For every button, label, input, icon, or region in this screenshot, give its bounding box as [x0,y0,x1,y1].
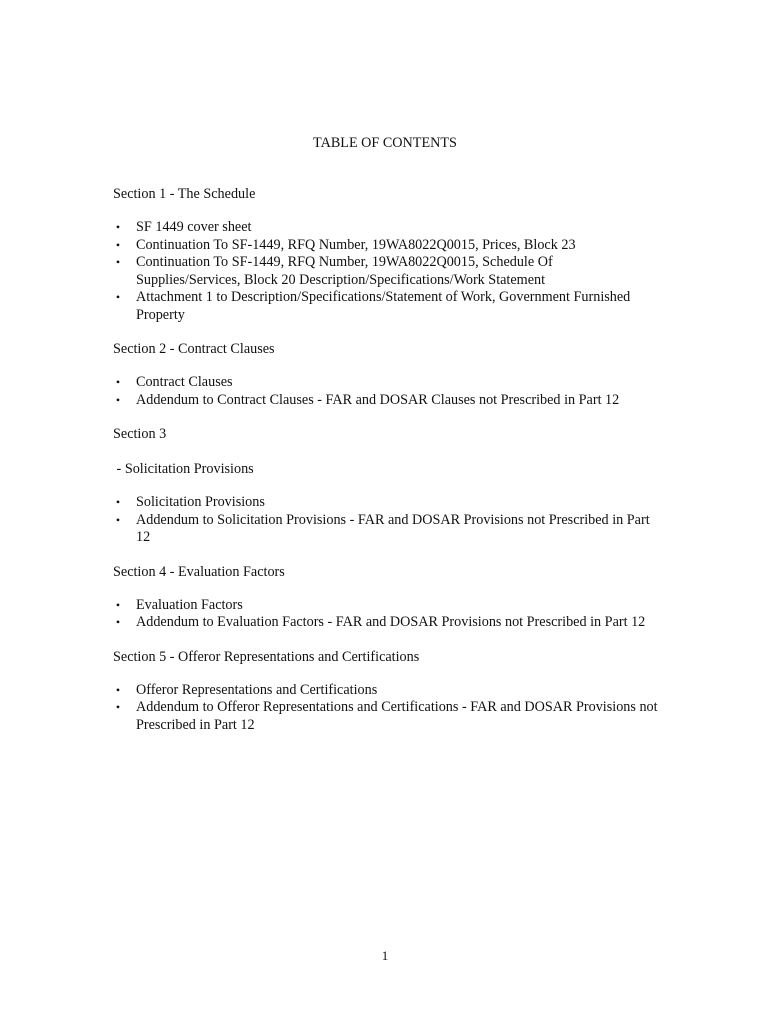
list-item [113,254,658,289]
bullet-icon: • [115,700,121,714]
list-item-text: Attachment 1 to Description/Specifications/Statement of Work, Government Furnished Property [136,289,631,323]
list-item [113,219,658,237]
bullet-icon: • [115,512,121,527]
toc-section-5 [113,647,658,735]
bullet-icon: • [115,375,121,389]
list-item-text: Addendum to Offeror Representations and Certifications - FAR and DOSAR Provisions not Prescribed in Part 12 [136,699,658,733]
list-item-text: Addendum to Contract Clauses - FAR and DOSAR Clauses not Prescribed in Part 12 [136,391,620,408]
section-heading: Section 5 - Offeror Representations and Certifications [113,648,420,665]
table-of-contents [113,184,658,749]
list-item [113,512,658,547]
list-item [113,597,658,615]
list-item-text: SF 1449 cover sheet [136,219,252,235]
bullet-icon: • [115,290,121,304]
list-item [113,494,658,512]
list-item-text: Solicitation Provisions [136,494,265,510]
section-heading: Section 3 [113,426,167,442]
list-item [113,237,658,255]
toc-section-4 [113,562,658,632]
bullet-list [113,494,658,547]
list-item-text: Contract Clauses [136,374,233,390]
bullet-icon: • [115,220,121,234]
list-item-text: Evaluation Factors [136,596,243,613]
list-item [113,699,658,734]
section-heading: Section 4 - Evaluation Factors [113,563,285,580]
toc-section-3 [113,424,658,547]
bullet-icon: • [115,255,121,269]
list-item [113,682,658,700]
bullet-icon: • [115,392,121,407]
list-item [113,392,658,410]
list-item-text: Continuation To SF-1449, RFQ Number, 19WA8022Q0015, Prices, Block 23 [136,236,576,253]
list-item [113,374,658,392]
list-item-text: Continuation To SF-1449, RFQ Number, 19WA8022Q0015, Schedule Of Supplies/Services, Block 20 Description/Specifications/Work Statement [136,254,553,288]
bullet-icon: • [115,682,121,697]
list-item [113,289,658,324]
list-item-text: Offeror Representations and Certifications [136,681,378,698]
bullet-icon: • [115,237,121,252]
section-heading: Section 1 - The Schedule [113,186,256,202]
section-subheading: - Solicitation Provisions [113,461,254,477]
page-title: TABLE OF CONTENTS [313,135,457,151]
bullet-icon: • [115,615,121,629]
toc-section-1 [113,184,658,324]
list-item [113,614,658,632]
list-item-text: Addendum to Solicitation Provisions - FAR and DOSAR Provisions not Prescribed in Part 12 [136,511,650,545]
toc-section-2 [113,339,658,409]
section-heading: Section 2 - Contract Clauses [113,341,275,357]
bullet-list [113,682,658,735]
bullet-list [113,374,658,409]
page-number: 1 [381,948,389,963]
bullet-icon: • [115,495,121,509]
bullet-list [113,597,658,632]
list-item-text: Addendum to Evaluation Factors - FAR and DOSAR Provisions not Prescribed in Part 12 [136,614,646,630]
bullet-list [113,219,658,324]
bullet-icon: • [115,597,121,612]
